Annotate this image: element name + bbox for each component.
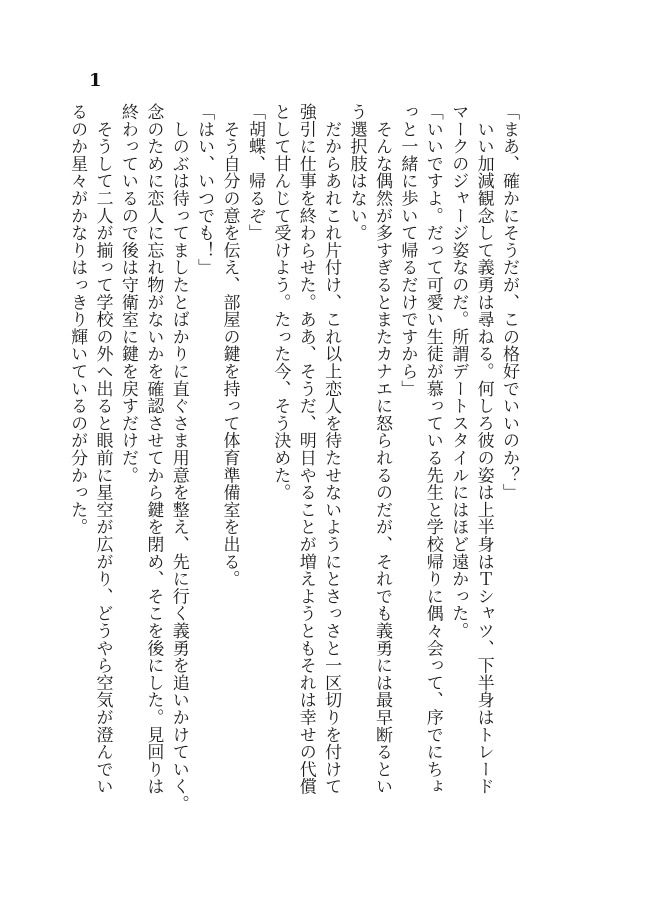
text-line: 念のために恋人に忘れ物がないかを確認させてから鍵を閉め、そこを後にした。見回りは (143, 103, 164, 795)
text-line: 「まあ、確かにそうだが、この格好でいいのか？」 (499, 103, 519, 501)
text-line: マークのジャージ姿なのだ。所謂デートスタイルにはほど遠かった。 (448, 103, 469, 640)
text-line: るのか星々がかなりはっきり輝いているのが分かった。 (67, 103, 88, 536)
body-text (64, 103, 521, 813)
text-line: そう自分の意を伝え、部屋の鍵を持って体育準備室を出る。 (219, 103, 240, 588)
text-line: っと一緒に歩いて帰るだけですから」 (397, 103, 418, 398)
text-line: いい加減観念して義勇は尋ねる。何しろ彼の姿は上半身はＴシャツ、下半身はトレード (473, 103, 494, 795)
text-line: 「いいですよ。だって可愛い生徒が慕っている先生と学校帰りに偶々会って、序でにちょ (422, 103, 443, 795)
text-line: だからあれこれ片付け、これ以上恋人を待たせないようにとさっさと一区切りを付けて (321, 103, 342, 795)
text-line: しのぶは待ってましたとばかりに直ぐさま用意を整え、先に行く義勇を追いかけていく。 (168, 103, 189, 813)
text-line: そうして二人が揃って学校の外へ出ると眼前に星空が広がり、どうやら空気が澄んでい (92, 103, 113, 795)
text-line: として甘んじて受けよう。たった今、そう決めた。 (270, 103, 291, 501)
text-line: う選択肢はない。 (346, 103, 367, 242)
text-line: 強引に仕事を終わらせた。ああ、そうだ、明日やることが増えようともそれは幸せの代償 (295, 103, 316, 795)
text-line: 終わっているので後は守衛室に鍵を戻すだけだ。 (117, 103, 138, 484)
page-number: 1 (89, 70, 102, 91)
text-line: 「はい、いつでも！」 (194, 103, 215, 276)
text-line: 「胡蝶、帰るぞ」 (244, 103, 265, 242)
text-line: そんな偶然が多すぎるとまたカナエに怒られるのだが、それでも義勇には最早断るとい (371, 103, 392, 795)
